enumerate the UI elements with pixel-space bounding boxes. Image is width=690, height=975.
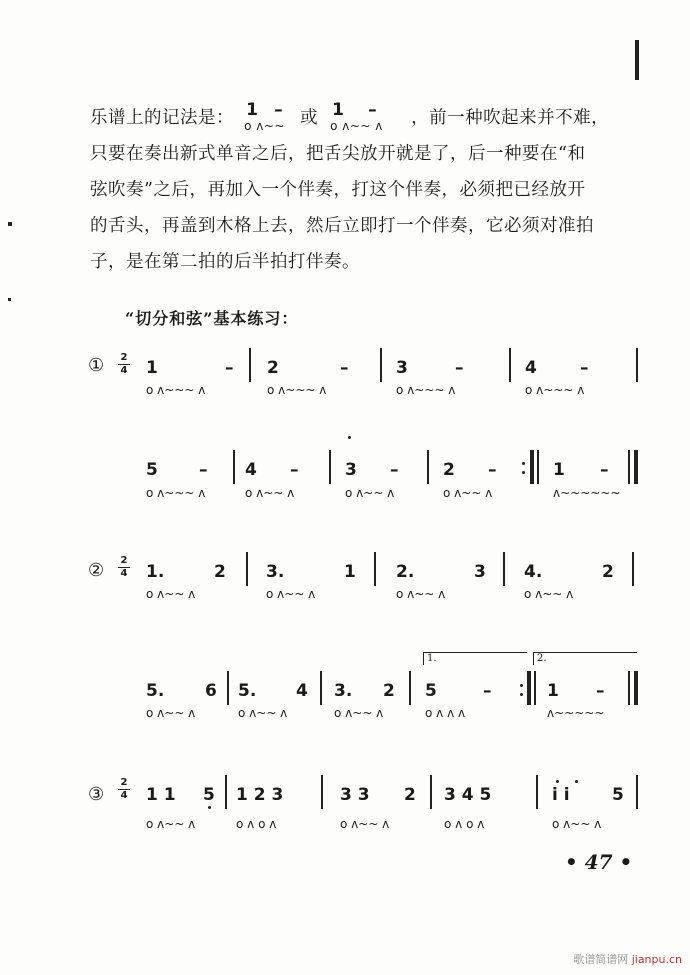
articulation: o ʌ~~ ʌ (266, 587, 316, 601)
note: 2 (602, 562, 614, 582)
articulation: ʌ~~~~~ (547, 706, 605, 720)
paragraph-line-3: 弦吹奏”之后，再加入一个伴奏，打这个伴奏，必须把已经放开 (90, 180, 586, 200)
note: 5 (146, 460, 158, 480)
note: – (199, 460, 208, 480)
note: 3 (396, 358, 408, 378)
note: 5 (203, 785, 215, 805)
articulation: o ʌ o ʌ (236, 817, 277, 831)
barline (409, 671, 411, 705)
inline-sym-a: o ʌ~~ (244, 119, 285, 133)
note: 1. (146, 562, 165, 582)
note: 1 2 3 (236, 785, 284, 805)
articulation: o ʌ~~ ʌ (146, 587, 196, 601)
volta-1: 1. (423, 652, 527, 665)
barline (233, 450, 235, 484)
time-signature (118, 778, 130, 801)
octave-dot (556, 780, 559, 783)
note: 1 (547, 681, 559, 701)
barline (329, 450, 331, 484)
watermark (573, 951, 682, 967)
note: 3. (266, 562, 285, 582)
line1-prefix: 乐谱上的记法是： (90, 108, 234, 128)
articulation: o ʌ~~ ʌ (340, 817, 390, 831)
barline (534, 671, 536, 705)
exercise-number: ③ (88, 784, 105, 805)
note: 3 (474, 562, 486, 582)
inline-notation (240, 100, 405, 133)
articulation: o ʌ~~ ʌ (552, 817, 602, 831)
paragraph-line-5: 子，是在第二拍的后半拍打伴奏。 (90, 252, 360, 272)
octave-dot (575, 780, 578, 783)
inline-dash-b: – (368, 100, 378, 120)
note: 4 (296, 681, 308, 701)
barline (636, 348, 638, 382)
articulation: o ʌ~~ ʌ (396, 587, 446, 601)
note: 3. (334, 681, 353, 701)
note: 1 1 (146, 785, 176, 805)
exercise-number: ② (88, 560, 105, 581)
note: – (340, 358, 349, 378)
note: – (455, 358, 464, 378)
note: 3 3 (340, 785, 370, 805)
barline (628, 671, 630, 705)
note: – (225, 358, 234, 378)
time-sig-top: 2 (120, 352, 128, 363)
note: 4 (525, 358, 537, 378)
articulation: o ʌ~~~ ʌ (267, 383, 327, 397)
barline (628, 450, 630, 484)
inline-dash-a: – (274, 100, 284, 120)
barline (246, 552, 248, 586)
barline (225, 775, 227, 809)
articulation: ʌ~~~~~~ (553, 486, 621, 500)
note: – (488, 460, 497, 480)
margin-mark (8, 298, 11, 301)
articulation: o ʌ~~ ʌ (146, 706, 196, 720)
time-sig-bottom: 4 (120, 568, 128, 579)
barline (632, 552, 634, 586)
note: – (600, 460, 609, 480)
inline-sym-b: o ʌ~~ ʌ (330, 119, 383, 133)
barline (380, 348, 382, 382)
inline-note-a: 1 (246, 100, 259, 120)
barline (536, 775, 538, 809)
articulation: o ʌ~~~ ʌ (146, 383, 206, 397)
barline (427, 450, 429, 484)
note: 2 (214, 562, 226, 582)
articulation: o ʌ~~ ʌ (146, 817, 196, 831)
volta-2: 2. (533, 652, 637, 665)
barline (503, 552, 505, 586)
articulation: o ʌ ʌ ʌ (425, 706, 466, 720)
final-barline (634, 671, 638, 705)
note: 5. (238, 681, 257, 701)
note: 1 (146, 358, 158, 378)
margin-mark (8, 222, 12, 226)
note: 3 4 5 (444, 785, 492, 805)
barline (374, 552, 376, 586)
note: 5 (425, 681, 437, 701)
time-sig-top: 2 (120, 777, 128, 788)
articulation: o ʌ~~ ʌ (443, 486, 493, 500)
barline (537, 450, 539, 484)
note: – (390, 460, 399, 480)
note: 4 (245, 460, 257, 480)
paragraph-line-1 (90, 100, 650, 136)
note: 3 (345, 460, 357, 480)
time-sig-top: 2 (120, 555, 128, 566)
articulation: o ʌ~~ ʌ (334, 706, 384, 720)
articulation: o ʌ~~ ʌ (238, 706, 288, 720)
note: 4. (524, 562, 543, 582)
time-sig-bottom: 4 (120, 365, 128, 376)
page-number: • 47 • (565, 850, 633, 874)
articulation: o ʌ~~~ ʌ (396, 383, 456, 397)
barline (430, 775, 432, 809)
paragraph-line-4: 的舌头，再盖到木格上去，然后立即打一个伴奏，它必须对准拍 (90, 216, 594, 236)
articulation: o ʌ~~~ ʌ (146, 486, 206, 500)
articulation: o ʌ~~ ʌ (524, 587, 574, 601)
note: – (596, 681, 605, 701)
note: i i (552, 785, 570, 805)
watermark-site: 歌谱简谱网 (573, 953, 629, 966)
inline-connector: 或 (300, 108, 319, 128)
exercise-number: ① (88, 355, 105, 376)
time-signature (118, 353, 130, 376)
barline-repeat (530, 450, 534, 484)
time-signature (118, 556, 130, 579)
note: 6 (205, 681, 217, 701)
note: 5 (612, 785, 624, 805)
barline (227, 671, 229, 705)
articulation: o ʌ~~ ʌ (345, 486, 395, 500)
note: 2 (443, 460, 455, 480)
inline-note-b: 1 (332, 100, 345, 120)
paragraph-line-2: 只要在奏出新式单音之后，把舌尖放开就是了，后一种要在“和 (90, 144, 586, 164)
articulation: o ʌ~~~ ʌ (525, 383, 585, 397)
margin-mark (635, 40, 639, 80)
articulation: o ʌ~~ ʌ (245, 486, 295, 500)
note: 1 (553, 460, 565, 480)
watermark-url: jianpu.cn (631, 953, 682, 966)
note: 2. (396, 562, 415, 582)
note: – (483, 681, 492, 701)
barline (636, 775, 638, 809)
note: 2 (383, 681, 395, 701)
note: 1 (344, 562, 356, 582)
articulation: o ʌ o ʌ (444, 817, 485, 831)
octave-dot (208, 806, 211, 809)
body-paragraph (90, 100, 650, 280)
note: – (580, 358, 589, 378)
stray-dot (348, 436, 351, 439)
final-barline (634, 450, 638, 484)
barline-repeat (527, 671, 531, 705)
note: 2 (267, 358, 279, 378)
barline (320, 671, 322, 705)
note: – (290, 460, 299, 480)
note: 5. (146, 681, 165, 701)
barline (509, 348, 511, 382)
section-title: “切分和弦”基本练习： (125, 309, 299, 328)
note: 2 (404, 785, 416, 805)
barline (321, 775, 323, 809)
barline (249, 348, 251, 382)
time-sig-bottom: 4 (120, 790, 128, 801)
line1-suffix: ，前一种吹起来并不难， (411, 108, 610, 128)
